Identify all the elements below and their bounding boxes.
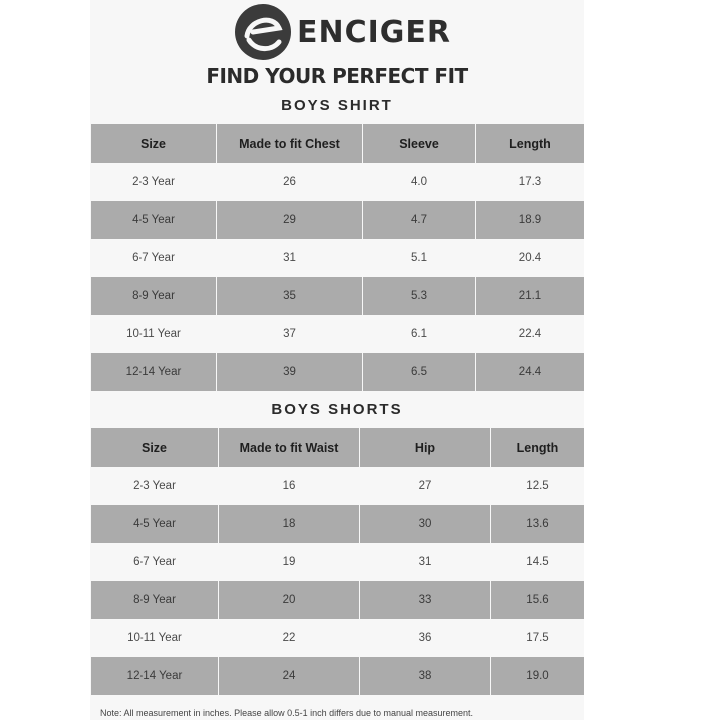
table-cell: 22 — [219, 619, 359, 657]
table-cell: 6.5 — [363, 353, 475, 391]
table-row — [91, 277, 584, 315]
table-cell: 6-7 Year — [91, 543, 218, 581]
table-cell: 6.1 — [363, 315, 475, 353]
table-cell: 10-11 Year — [91, 619, 218, 657]
column-header: Made to fit Waist — [219, 428, 359, 467]
table-cell: 18 — [219, 505, 359, 543]
table-cell: 10-11 Year — [91, 315, 216, 353]
table-row — [91, 315, 584, 353]
table-cell: 4.7 — [363, 201, 475, 239]
table-cell: 17.5 — [491, 619, 584, 657]
table-cell: 21.1 — [476, 277, 584, 315]
column-header: Length — [491, 428, 584, 467]
table-cell: 5.1 — [363, 239, 475, 277]
tagline: FIND YOUR PERFECT FIT — [206, 64, 468, 88]
table-cell: 37 — [217, 315, 362, 353]
table-cell: 24.4 — [476, 353, 584, 391]
table-row — [91, 657, 584, 695]
table-cell: 16 — [219, 467, 359, 505]
shirt-size-table — [90, 124, 585, 391]
column-header: Made to fit Chest — [217, 124, 362, 163]
table-cell: 26 — [217, 163, 362, 201]
column-header: Hip — [360, 428, 490, 467]
table-cell: 20 — [219, 581, 359, 619]
measurement-note: Note: All measurement in inches. Please allow 0.5-1 inch differs due to manual measurement. — [100, 708, 474, 718]
table-cell: 4-5 Year — [91, 505, 218, 543]
table-cell: 5.3 — [363, 277, 475, 315]
table-cell: 2-3 Year — [91, 467, 218, 505]
table-row — [91, 581, 584, 619]
table-cell: 30 — [360, 505, 490, 543]
table-cell: 19 — [219, 543, 359, 581]
table-cell: 29 — [217, 201, 362, 239]
table-cell: 24 — [219, 657, 359, 695]
table-cell: 4-5 Year — [91, 201, 216, 239]
table-header-row — [91, 428, 584, 467]
table-cell: 20.4 — [476, 239, 584, 277]
table-header-row — [91, 124, 584, 163]
table-cell: 33 — [360, 581, 490, 619]
table-cell: 35 — [217, 277, 362, 315]
table-cell: 27 — [360, 467, 490, 505]
table-cell: 13.6 — [491, 505, 584, 543]
table-cell: 31 — [217, 239, 362, 277]
table-cell: 19.0 — [491, 657, 584, 695]
table-cell: 22.4 — [476, 315, 584, 353]
table-cell: 17.3 — [476, 163, 584, 201]
brand-name: ENCIGER — [297, 14, 451, 50]
table-cell: 12-14 Year — [91, 353, 216, 391]
table-cell: 4.0 — [363, 163, 475, 201]
column-header: Sleeve — [363, 124, 475, 163]
table-cell: 2-3 Year — [91, 163, 216, 201]
table-row — [91, 201, 584, 239]
table-cell: 8-9 Year — [91, 581, 218, 619]
table-cell: 6-7 Year — [91, 239, 216, 277]
table-cell: 36 — [360, 619, 490, 657]
table-row — [91, 467, 584, 505]
table-cell: 31 — [360, 543, 490, 581]
table-cell: 12.5 — [491, 467, 584, 505]
table-row — [91, 619, 584, 657]
stylized-e-logo-icon — [233, 2, 293, 62]
table-cell: 15.6 — [491, 581, 584, 619]
shorts-size-table — [90, 428, 585, 695]
brand-logo — [233, 2, 493, 62]
table-row — [91, 543, 584, 581]
shirt-section-title: BOYS SHIRT — [281, 97, 393, 114]
table-row — [91, 505, 584, 543]
table-cell: 8-9 Year — [91, 277, 216, 315]
table-row — [91, 239, 584, 277]
table-row — [91, 353, 584, 391]
table-cell: 12-14 Year — [91, 657, 218, 695]
table-cell: 39 — [217, 353, 362, 391]
column-header: Size — [91, 428, 218, 467]
shorts-section-title: BOYS SHORTS — [271, 401, 403, 418]
table-cell: 14.5 — [491, 543, 584, 581]
column-header: Length — [476, 124, 584, 163]
table-cell: 18.9 — [476, 201, 584, 239]
table-cell: 38 — [360, 657, 490, 695]
table-row — [91, 163, 584, 201]
column-header: Size — [91, 124, 216, 163]
